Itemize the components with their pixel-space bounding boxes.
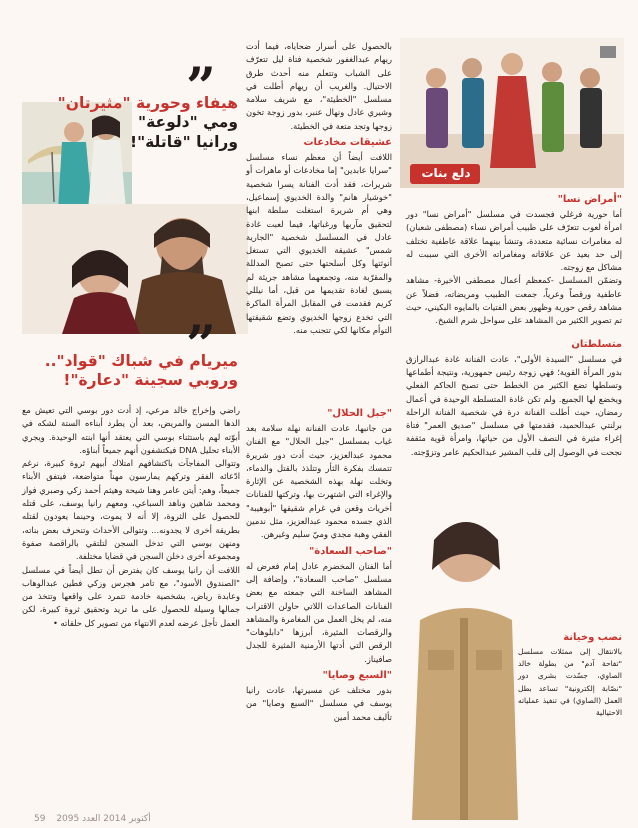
quote-top-line3: ورانيا "قاتلة"! [130,132,238,151]
subheading-amrad-nisa: "أمراض نسا" [557,194,622,205]
column-bottom-center [246,404,392,724]
subheading-sahib: "صاحب السعادة" [309,545,392,557]
quote-top [22,94,238,152]
subheading-nasb: نصب وخيانة [563,632,622,643]
paragraph: أما الفنان المخضرم عادل إمام فعرض له مسلسل "صاحب السعادة"، وإضافة إلى المشاهد الساخنة التي جمعته مع بعض الفنانات الصاعدات اللاتي حاولن الاقتراب منه، لم يخل العمل من المغامرة والمشاهد والرقصات المثيرة، أبرزها "دابلوهات" الرقص التي أدتها الأرمنية المثيرة للجدل صافيناز. [246,560,392,664]
column-right [406,190,622,459]
paragraph: راضي وإخراج خالد مرعي، إذ أدت دور بوسي التي تعيش مع الدها المسن والمريض، بعد أن يطرد أبناءه الستة لشكه في أبوّته لهم باستثناء بوسي التي يعتقد أنها ابنته الوحيدة. ويجري الأبناء تحليل DNA فيكتشفون أنهم جميعاً أبناؤه. [22,405,240,455]
poster-title: دلع بنات [421,166,471,180]
subheading-bulk: عشيقات مخادعات [303,137,392,149]
paragraph: بالحصول على أسرار ضحاياه، فيما أدت ريهام عبدالغفور شخصية فتاة ليل تتعرّف على الشباب وتتعلم منه أحدث طرق الاحتيال. والغريب أن ريهام أطلت في مسلسل "الخطيئة"، مع شريف سلامة وشيري عادل ونهال عنبر، بدور زوجة تخون زوجها وتجد متعة في الخطيئة. [246,41,392,131]
column-top-center [246,40,392,337]
column-bottom-left [22,404,240,630]
quote-mark-top: ” [186,57,216,118]
paragraph: بالانتقال إلى ممثلات مسلسل "تفاحة آدم" من بطولة خالد الصاوي، جسّدت بشرى دور "نصّابة إلكترونية" تساعد بطل العمل (الصاوي) في تنفيذ عملياته الاحتيالية [518,647,622,718]
quote-mid-line2: وروبي سجينة "دعارة"! [63,371,238,390]
quote-top-line2: ومي "دلوعة" [138,113,238,132]
page-number: 59 [34,814,46,824]
paragraph: اللافت أن رانيا يوسف كان يفترض أن تطل أيضاً في مسلسل "الصندوق الأسود"، مع تامر هجرس وزكي فطين عبدالوهاب وعابدة رياض، بشخصية خادمة تتمرد على واقعها وتتخذ من جمالها وسيلة للحصول على ما تريد وتحقيق ثروة كبيرة، لكن العمل تأجل عرضه لعدم الانتهاء من تصوير كل حلقاته • [22,564,240,628]
column-bottom-right [518,628,622,719]
subheading-sabaa: "السبع وصايا" [322,670,392,682]
quote-mid-line1: ميريام في شباك "قواد".. [44,352,238,370]
paragraph: وتضمّن المسلسل -كمعظم أعمال مصطفى الأخيرة- مشاهد عاطفية ورقصاً وعرياً، جمعت الطبيب ومريضاته، فضلاً عن مشاهد رقص حورية وظهور بعض الفتيات بالمايوه البكيني، حيث تم تصوير الكثير من المشاهد على سواحل شرم الشيخ. [406,275,622,326]
paragraph: في مسلسل "السيدة الأولى"، عادت الفنانة غادة عبدالرازق بدور المرأة القوية؛ فهي زوجة رئيس جمهورية، ونتيجة أطماعها وتسلطها تضع الكثير من الخطط حتى تصبح الحاكم الفعلي ويخضع لها الجميع. ولم تكن غادة المتسلطة الوحيدة في أعمال رمضان، حيث أطلت الفنانة درة في شخصية الفنانة الراحلة برلنتي عبدالحميد، فقدمتها في مسلسل "صديق العمر" فتاة إغراء مثيرة في النصف الأول من حياتها، وامرأة قوية مثقفة نجحت في الوصول إلى قلب المشير عبدالحكيم عامر وتزوّجته. [406,353,622,457]
page-footer [34,814,151,824]
subheading-mutasallitatan: متسلطتان [571,338,622,350]
paragraph: بدور مختلف عن مسيرتها، عادت رانيا يوسف في مسلسل "السبع وصايا" من تأليف محمد أمين [246,685,392,722]
subheading-jabal: "جبل الحلال" [327,408,392,419]
photo-woman-uniform [402,500,518,820]
quote-mid [22,352,238,391]
paragraph: وتتوالى المفاجآت باكتشافهم امتلاك أبيهم ثروة كبيرة، نرغم ادّعائه الفقر وتركهم يمارسون مهناً متواضعة، فيتفق الأبناء جميعاً، وهم: أيتن عامر وهنا شيحة وهيثم أحمد زكي وصبري فواز ومحمد شاهين وناهد السباعي، ومعهم رانيا يوسف، على قتله للحصول على الثروة، إلا أنه لا يموت، وحينما يعودون لقتله بطريقة أخرى لا يجدونه... وتتوالى الأحداث وتنحرف بعض بناته، ومنهن بوسي التي تدخل السجن لتلتقي بالراقصة صفوة ومجموعة أخرى دخلن السجن في قضايا مختلفة. [22,458,240,562]
quote-top-line1: هيفاء وحورية "مثيرتان" [57,94,238,112]
paragraph: أما حورية فرغلي فجسدت في مسلسل "أمراض نسا" دور امرأة لعوب تتعرّف على طبيب أمراض نساء (مصطفى شعبان) له مغامرات نسائية متعددة، وتنشأ بينهما علاقة عاطفية تختلف إلى حد بعيد عن علاقاته ومغامراته الأخرى التي سببت له مشاكل مع زوجته. [406,209,622,273]
quote-mark-mid: ” [186,315,216,376]
paragraph: اللافت أيضاً أن معظم نساء مسلسل "سرايا عابدين" إما مخادعات أو ماهرات أو شريرات، فقد أدت الفنانة يسرا شخصية "خوشيار هانم" والدة الخديوي إسماعيل، وهي أم شريرة استغلت سلطة ابنها لتحقيق مآربها ورغباتها، فيما لعبت غادة عادل في المسلسل شخصية "الجارية شمس" عشيقة الخديوي التي تستغل أنوثتها وكل أسلحتها حتى تصبح المدللة والمقرّبة منه، وتجمعهما مشاهد جريئة لم يسبق لغادة تقديمها من قبل، أما نيللي كريم فقدمت في المقابل المرأة الماكرة التي تخدع زوجها الخديوي وتضع شقيقتها التوأم مكانها لكي تتجنب منه. [246,152,392,335]
footer-issue: أكتوبر 2014 العدد 2095 [56,814,151,824]
poster-dalaa-banat [400,38,624,188]
paragraph: من جانبها، عادت الفنانة نهلة سلامة بعد غياب بمسلسل "جبل الحلال" مع الفنان محمود عبدالعزيز، حيث أدت دور شريرة تتمسك بفكرة الثأر وتتلذذ بالقتل والدماء، وتخلت نهلة بهذه الشخصية عن الإثارة والإغراء التي اشتهرت بها، وتركتها للفنانات أخريات وقعن في غرام شقيقها "أبوهيبة" الذي جسده محمود عبدالعزيز، مثل ندمين الفقي وهبة مجدي وميّ سليم وغيرهن. [246,423,392,540]
